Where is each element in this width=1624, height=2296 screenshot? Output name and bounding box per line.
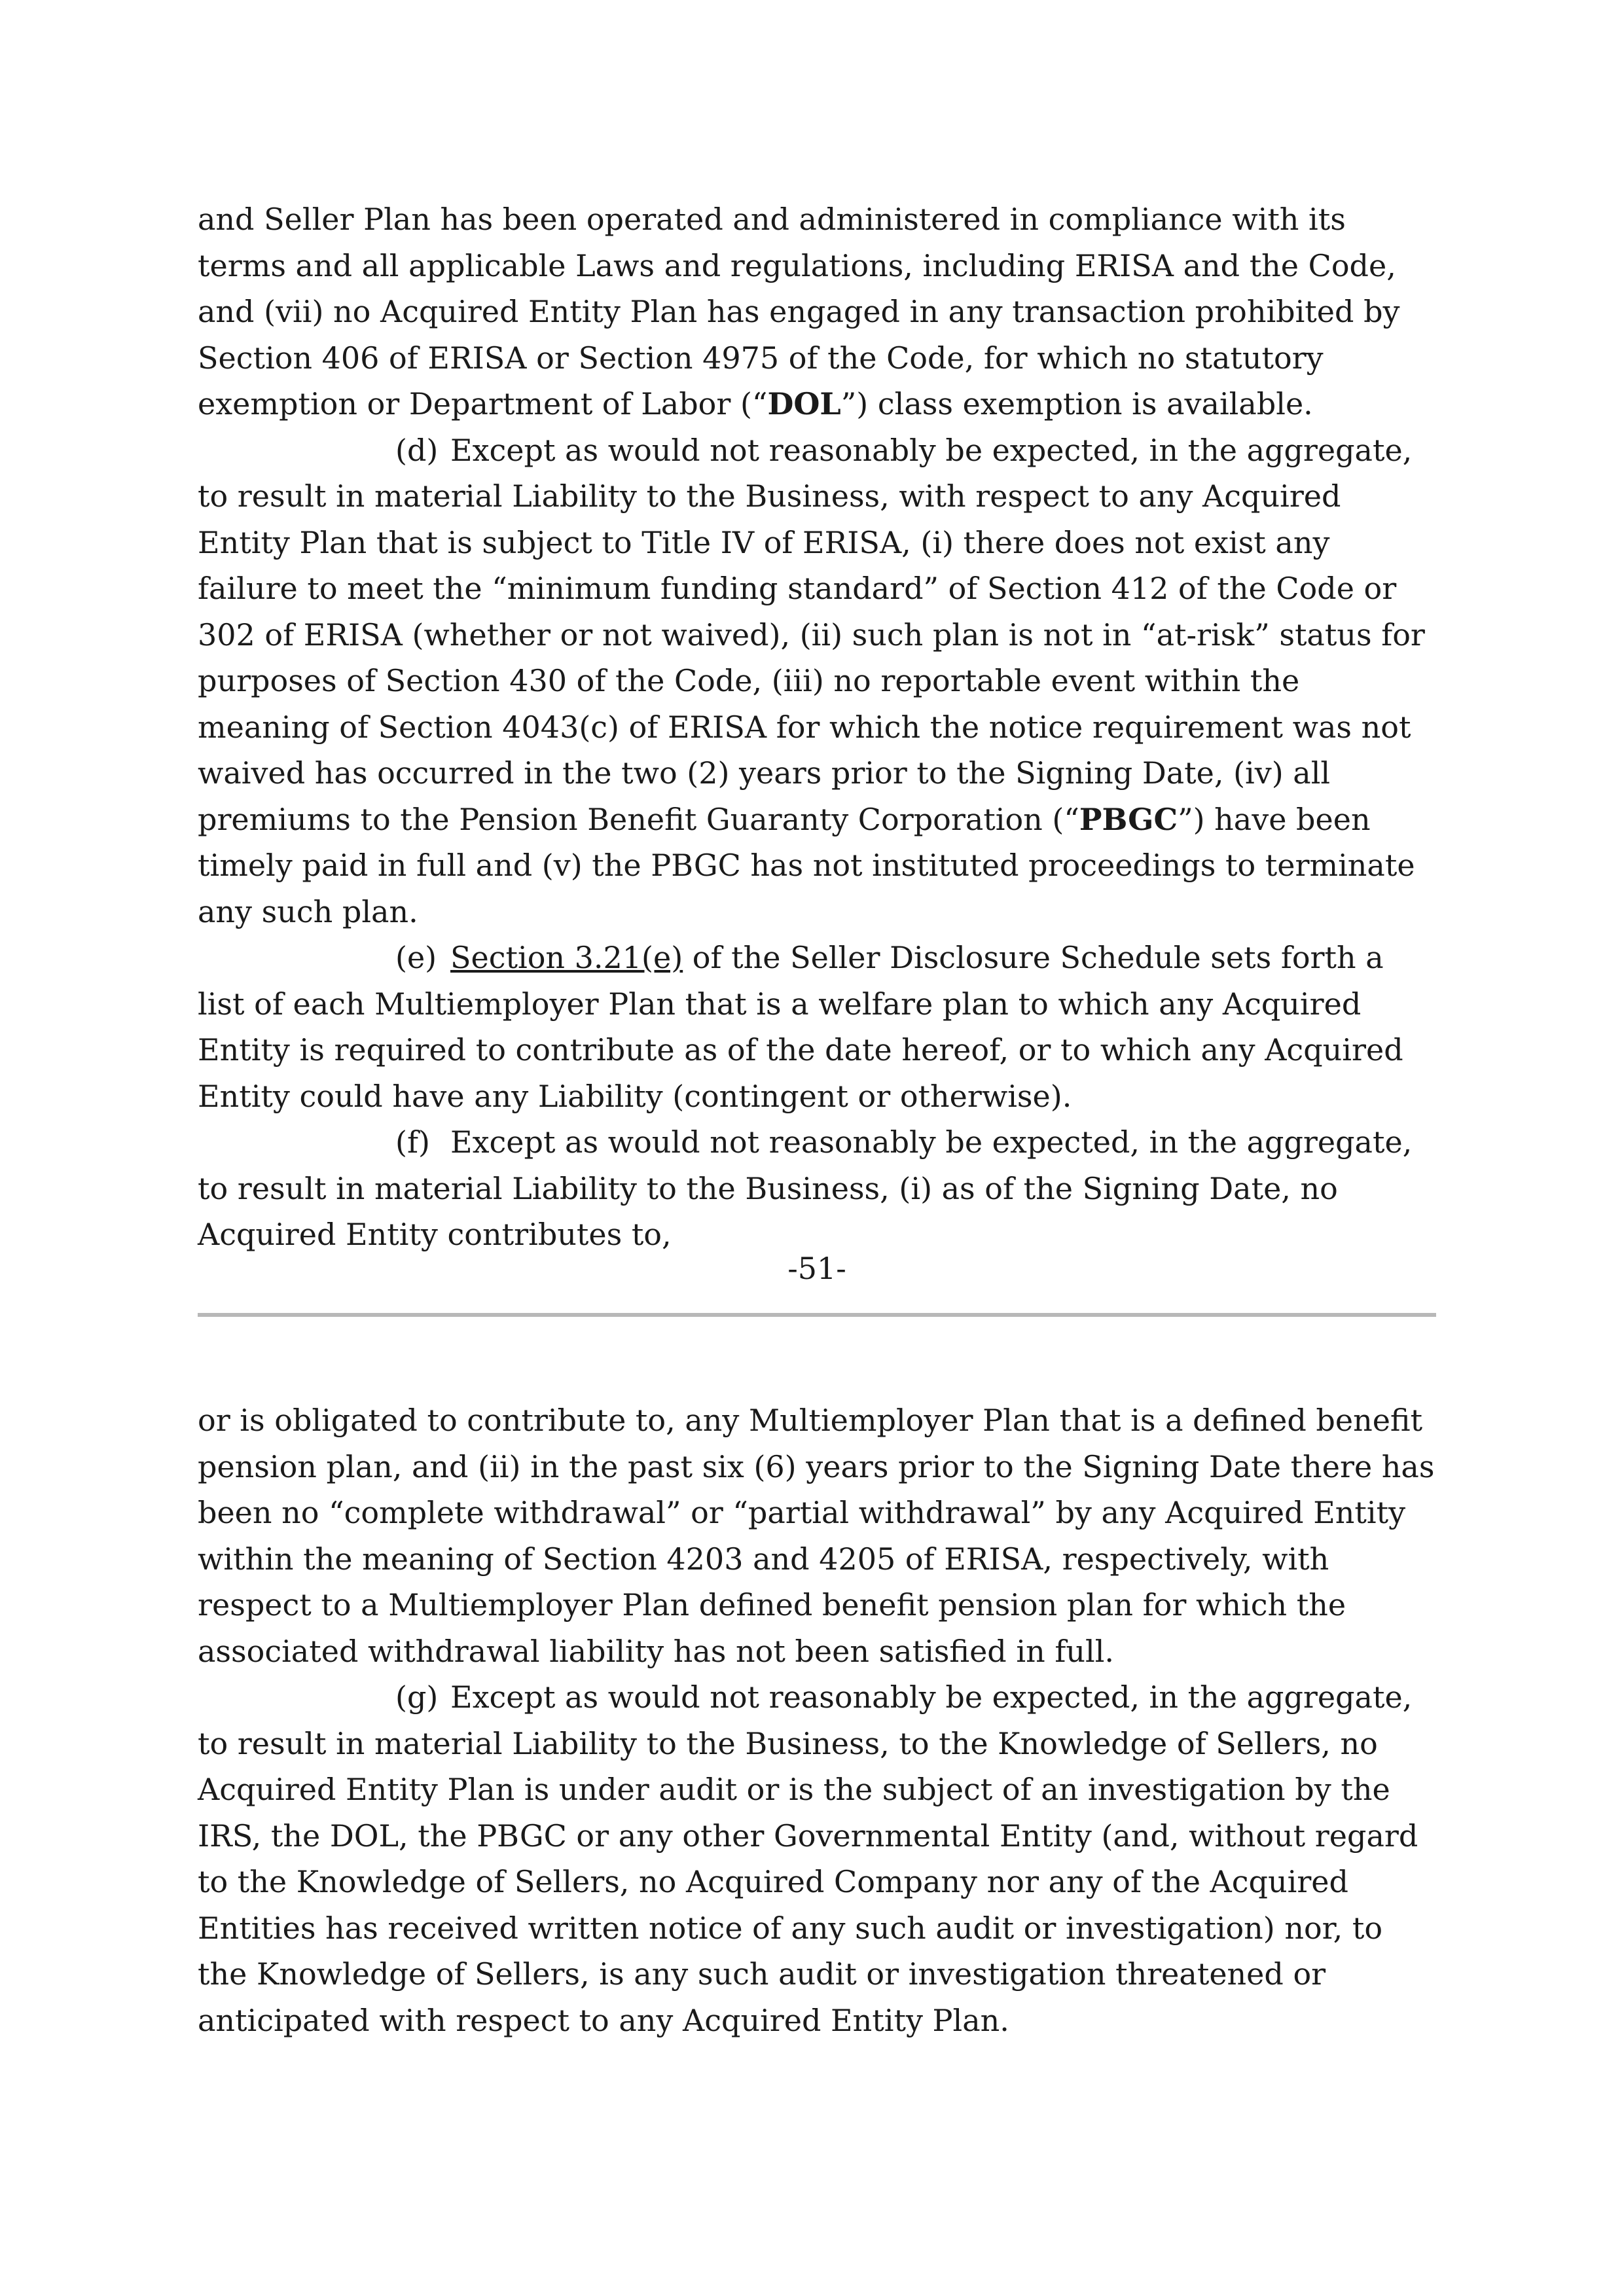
section-reference: Section 3.21(e) — [450, 940, 683, 975]
page-52-content — [198, 1397, 1436, 2043]
paragraph-label: (e) — [395, 940, 437, 975]
paragraph-f — [198, 1119, 1436, 1258]
page-divider — [198, 1313, 1436, 1317]
page-51-content — [198, 196, 1436, 1258]
paragraph-text: Except as would not reasonably be expected, in the aggregate, to result in material Liability to the Business, (i) as of the Signing Date, no Acquired Entity contributes to, — [198, 1124, 1413, 1252]
defined-term-dol: DOL — [767, 386, 841, 422]
paragraph-label: (g) — [395, 1679, 439, 1715]
paragraph-text: ”) have been timely paid in full and (v) the PBGC has not instituted proceedings to terminate any such plan. — [198, 801, 1415, 929]
paragraph-g — [198, 1674, 1436, 2043]
paragraph-label: (d) — [395, 432, 439, 468]
paragraph-text: Except as would not reasonably be expected, in the aggregate, to result in material Liability to the Business, with respect to any Acquired Entity Plan that is subject to Title IV of ERISA, (i) there does not exist any failure to meet the “minimum funding standard” of Section 412 of the Code or 302 of ERISA (whether or not waived), (ii) such plan is not in “at-risk” status for purposes of Section 430 of the Code, (iii) no reportable event within the meaning of Section 4043(c) of ERISA for which the notice requirement was not waived has occurred in the two (2) years prior to the Signing Date, (iv) all premiums to the Pension Benefit Guaranty Corporation (“ — [198, 432, 1425, 837]
paragraph-continuation-f: or is obligated to contribute to, any Multiemployer Plan that is a defined benefit pension plan, and (ii) in the past six (6) years prior to the Signing Date there has been no “complete withdrawal” or “partial withdrawal” by any Acquired Entity within the meaning of Section 4203 and 4205 of ERISA, respectively, with respect to a Multiemployer Plan defined benefit pension plan for which the associated withdrawal liability has not been satisfied in full. — [198, 1403, 1435, 1669]
paragraph-label: (f) — [395, 1124, 430, 1160]
paragraph-text: and Seller Plan has been operated and administered in compliance with its terms and all applicable Laws and regulations, including ERISA and the Code, and (vii) no Acquired Entity Plan has engaged in any transaction prohibited by Section 406 of ERISA or Section 4975 of the Code, for which no statutory exemption or Department of Labor (“ — [198, 202, 1400, 422]
paragraph-e — [198, 935, 1436, 1119]
paragraph-text: of the Seller Disclosure Schedule sets forth a list of each Multiemployer Plan that is a welfare plan to which any Acquired Entity is required to contribute as of the date hereof, or to which any Acquired Entity could have any Liability (contingent or otherwise). — [198, 940, 1403, 1114]
paragraph-continuation-c — [198, 196, 1436, 427]
paragraph-text: Except as would not reasonably be expected, in the aggregate, to result in material Liability to the Business, to the Knowledge of Sellers, no Acquired Entity Plan is under audit or is the subject of an investigation by the IRS, the DOL, the PBGC or any other Governmental Entity (and, without regard to the Knowledge of Sellers, no Acquired Company nor any of the Acquired Entities has received written notice of any such audit or investigation) nor, to the Knowledge of Sellers, is any such audit or investigation threatened or anticipated with respect to any Acquired Entity Plan. — [198, 1679, 1418, 2038]
paragraph-d — [198, 427, 1436, 935]
page-number: -51- — [787, 1251, 846, 1286]
defined-term-pbgc: PBGC — [1079, 801, 1178, 837]
paragraph-text: ”) class exemption is available. — [840, 386, 1313, 422]
